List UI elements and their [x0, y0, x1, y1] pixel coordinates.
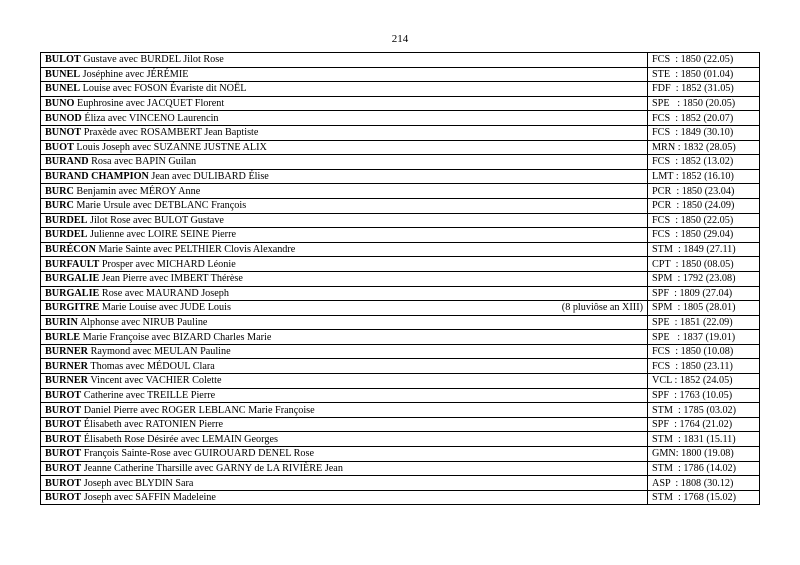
couple-details: François Sainte-Rose avec GUIROUARD DENEL Rose — [81, 448, 314, 460]
record-reference: SPM : 1792 (23.08) — [648, 271, 760, 286]
couple-details: Daniel Pierre avec ROGER LEBLANC Marie Françoise — [81, 404, 315, 416]
surname: BUNEL — [45, 68, 81, 80]
surname: BURIN — [45, 316, 78, 328]
couple-details: Benjamin avec MÉROY Anne — [73, 185, 201, 197]
table-row — [41, 67, 760, 82]
table-row — [41, 315, 760, 330]
couple-details: Rosa avec BAPIN Guilan — [88, 156, 197, 168]
couple-details: Praxède avec ROSAMBERT Jean Baptiste — [81, 127, 259, 139]
table-row — [41, 417, 760, 432]
surname: BURDEL — [45, 229, 88, 241]
surname: BURNER — [45, 360, 89, 372]
table-row — [41, 53, 760, 68]
table-row — [41, 359, 760, 374]
couple-cell — [41, 198, 648, 213]
table-row — [41, 82, 760, 97]
couple-cell — [41, 476, 648, 491]
couple-cell — [41, 286, 648, 301]
table-row — [41, 490, 760, 505]
surname: BUNEL — [45, 83, 81, 95]
couple-cell — [41, 315, 648, 330]
record-reference: SPF : 1809 (27.04) — [648, 286, 760, 301]
couple-cell — [41, 374, 648, 389]
surname: BUNOT — [45, 127, 82, 139]
couple-details: Vincent avec VACHIER Colette — [88, 375, 222, 387]
couple-details: Marie Françoise avec BIZARD Charles Marie — [80, 331, 272, 343]
table-row — [41, 461, 760, 476]
surname: BUNOD — [45, 112, 82, 124]
table-row — [41, 96, 760, 111]
couple-cell — [41, 242, 648, 257]
couple-cell — [41, 111, 648, 126]
record-reference: SPF : 1764 (21.02) — [648, 417, 760, 432]
surname: BURAND — [45, 156, 89, 168]
record-reference: FCS : 1850 (22.05) — [648, 213, 760, 228]
record-reference: FCS : 1850 (22.05) — [648, 53, 760, 68]
couple-details: Marie Ursule avec DETBLANC François — [73, 200, 247, 212]
record-reference: PCR : 1850 (24.09) — [648, 198, 760, 213]
record-reference: ASP : 1808 (30.12) — [648, 476, 760, 491]
record-reference: FDF : 1852 (31.05) — [648, 82, 760, 97]
record-reference: FCS : 1850 (23.11) — [648, 359, 760, 374]
table-row — [41, 111, 760, 126]
couple-cell — [41, 301, 648, 316]
surname: BURC — [45, 200, 74, 212]
surname: BUOT — [45, 141, 74, 153]
record-reference: SPF : 1763 (10.05) — [648, 388, 760, 403]
couple-cell — [41, 96, 648, 111]
registry-body — [41, 53, 760, 505]
couple-details: Joseph avec SAFFIN Madeleine — [81, 492, 216, 504]
couple-details: Alphonse avec NIRUB Pauline — [77, 316, 208, 328]
table-row — [41, 374, 760, 389]
surname: BURÉCON — [45, 244, 96, 256]
couple-cell — [41, 228, 648, 243]
record-reference: FCS : 1850 (10.08) — [648, 344, 760, 359]
record-reference: GMN: 1800 (19.08) — [648, 447, 760, 462]
record-reference: MRN : 1832 (28.05) — [648, 140, 760, 155]
couple-details: Joséphine avec JÉRÉMIE — [80, 68, 189, 80]
couple-details: Marie Sainte avec PELTHIER Clovis Alexandre — [95, 244, 296, 256]
record-reference: FCS : 1852 (20.07) — [648, 111, 760, 126]
record-reference: STM : 1849 (27.11) — [648, 242, 760, 257]
date-note: (8 pluviôse an XIII) — [561, 302, 643, 314]
surname: BUROT — [45, 477, 82, 489]
record-reference: VCL : 1852 (24.05) — [648, 374, 760, 389]
record-reference: FCS : 1852 (13.02) — [648, 155, 760, 170]
surname: BUROT — [45, 389, 82, 401]
couple-details: Rose avec MAURAND Joseph — [99, 287, 229, 299]
couple-cell — [41, 140, 648, 155]
couple-details: Élisabeth avec RATONIEN Pierre — [81, 419, 224, 431]
record-reference: STM : 1786 (14.02) — [648, 461, 760, 476]
surname: BULOT — [45, 54, 81, 66]
couple-details: Marie Louise avec JUDE Louis — [99, 302, 231, 314]
couple-cell — [41, 184, 648, 199]
couple-cell — [41, 432, 648, 447]
surname: BURGITRE — [45, 302, 100, 314]
table-row — [41, 330, 760, 345]
surname: BUROT — [45, 492, 82, 504]
couple-cell — [41, 359, 648, 374]
couple-details: Prosper avec MICHARD Léonie — [99, 258, 236, 270]
table-row — [41, 169, 760, 184]
surname: BURFAULT — [45, 258, 100, 270]
couple-cell — [41, 344, 648, 359]
record-reference: STM : 1768 (15.02) — [648, 490, 760, 505]
couple-cell — [41, 155, 648, 170]
table-row — [41, 447, 760, 462]
couple-details: Euphrosine avec JACQUET Florent — [74, 98, 225, 110]
couple-details: Jilot Rose avec BULOT Gustave — [87, 214, 224, 226]
couple-cell — [41, 447, 648, 462]
couple-details: Élisabeth Rose Désirée avec LEMAIN Georges — [81, 433, 278, 445]
record-reference: STM : 1785 (03.02) — [648, 403, 760, 418]
surname: BURDEL — [45, 214, 88, 226]
couple-cell — [41, 213, 648, 228]
couple-details: Joseph avec BLYDIN Sara — [81, 477, 194, 489]
surname: BURGALIE — [45, 287, 100, 299]
couple-details: Louis Joseph avec SUZANNE JUSTNE ALIX — [73, 141, 267, 153]
table-row — [41, 198, 760, 213]
record-reference: FCS : 1850 (29.04) — [648, 228, 760, 243]
couple-cell — [41, 330, 648, 345]
couple-details: Thomas avec MÉDOUL Clara — [88, 360, 215, 372]
surname: BURNER — [45, 346, 89, 358]
couple-details: Gustave avec BURDEL Jilot Rose — [80, 54, 224, 66]
record-reference: SPE : 1837 (19.01) — [648, 330, 760, 345]
couple-cell — [41, 490, 648, 505]
record-reference: CPT : 1850 (08.05) — [648, 257, 760, 272]
table-row — [41, 125, 760, 140]
table-row — [41, 432, 760, 447]
surname: BURC — [45, 185, 74, 197]
table-row — [41, 140, 760, 155]
surname: BUROT — [45, 433, 82, 445]
table-row — [41, 228, 760, 243]
table-row — [41, 257, 760, 272]
marriage-registry-table — [40, 52, 760, 505]
record-reference: STM : 1831 (15.11) — [648, 432, 760, 447]
couple-details: Jean Pierre avec IMBERT Thérèse — [99, 273, 243, 285]
record-reference: SPM : 1805 (28.01) — [648, 301, 760, 316]
couple-details: Jeanne Catherine Tharsille avec GARNY de LA RIVIÈRE Jean — [81, 462, 343, 474]
record-reference: SPE : 1851 (22.09) — [648, 315, 760, 330]
couple-cell — [41, 125, 648, 140]
couple-cell — [41, 82, 648, 97]
surname: BURAND CHAMPION — [45, 171, 149, 183]
couple-details: Catherine avec TREILLE Pierre — [81, 389, 216, 401]
table-row — [41, 155, 760, 170]
couple-cell — [41, 257, 648, 272]
surname: BUROT — [45, 462, 82, 474]
surname: BUNO — [45, 98, 75, 110]
couple-details: Éliza avec VINCENO Laurencin — [81, 112, 219, 124]
couple-cell — [41, 417, 648, 432]
record-reference: PCR : 1850 (23.04) — [648, 184, 760, 199]
surname: BUROT — [45, 448, 82, 460]
record-reference: FCS : 1849 (30.10) — [648, 125, 760, 140]
couple-cell — [41, 169, 648, 184]
surname: BUROT — [45, 404, 82, 416]
record-reference: STE : 1850 (01.04) — [648, 67, 760, 82]
page-number: 214 — [391, 33, 409, 45]
table-row — [41, 403, 760, 418]
table-row — [41, 242, 760, 257]
couple-details: Raymond avec MEULAN Pauline — [88, 346, 231, 358]
table-row — [41, 184, 760, 199]
table-row — [41, 344, 760, 359]
couple-cell — [41, 53, 648, 68]
couple-details: Julienne avec LOIRE SEINE Pierre — [87, 229, 236, 241]
table-row — [41, 213, 760, 228]
surname: BUROT — [45, 419, 82, 431]
couple-cell — [41, 271, 648, 286]
record-reference: LMT : 1852 (16.10) — [648, 169, 760, 184]
table-row — [41, 301, 760, 316]
record-reference: SPE : 1850 (20.05) — [648, 96, 760, 111]
couple-cell — [41, 67, 648, 82]
table-row — [41, 476, 760, 491]
surname: BURLE — [45, 331, 81, 343]
surname: BURNER — [45, 375, 89, 387]
surname: BURGALIE — [45, 273, 100, 285]
couple-details: Jean avec DULIBARD Élise — [148, 171, 269, 183]
couple-details: Louise avec FOSON Évariste dit NOËL — [80, 83, 247, 95]
table-row — [41, 388, 760, 403]
table-row — [41, 286, 760, 301]
couple-cell — [41, 461, 648, 476]
table-row — [41, 271, 760, 286]
couple-cell — [41, 403, 648, 418]
couple-cell — [41, 388, 648, 403]
